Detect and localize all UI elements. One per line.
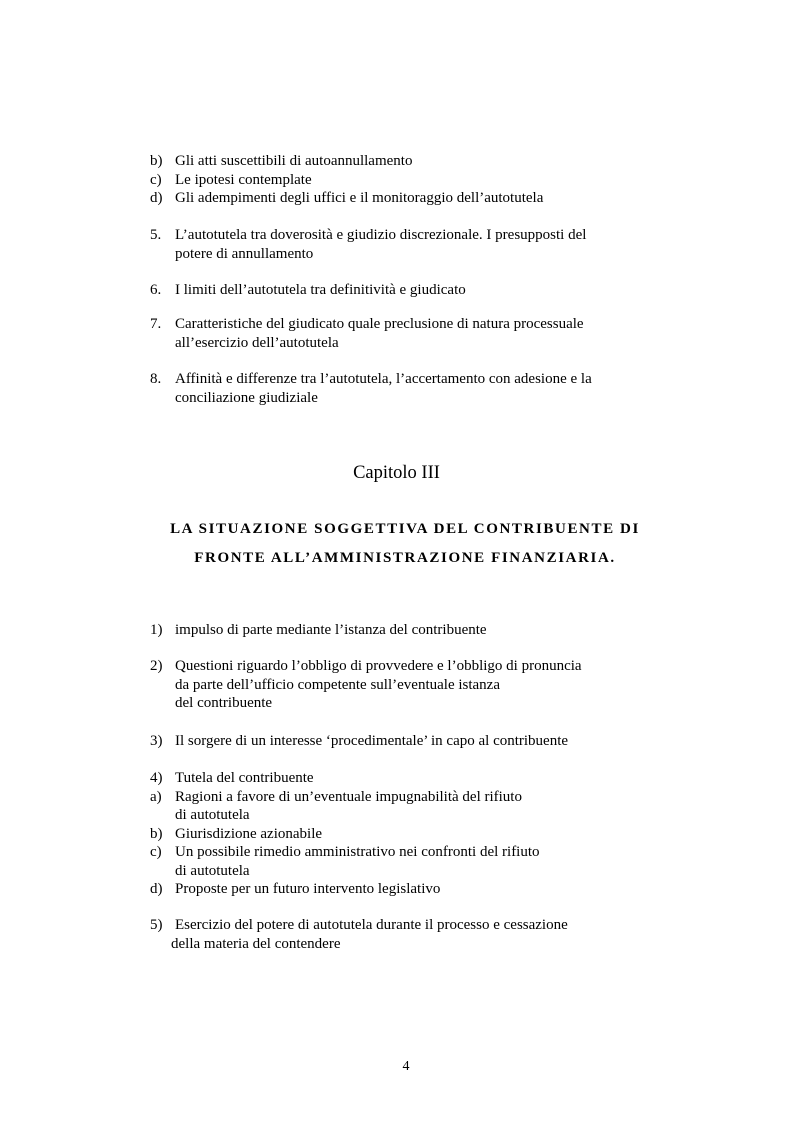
- toc-item-4d: [150, 880, 650, 899]
- page-number: 4: [402, 1059, 410, 1074]
- toc-item-7: [150, 315, 650, 352]
- toc-marker: 1): [150, 622, 163, 638]
- toc-item-4b: [150, 825, 650, 844]
- toc-item-5: [150, 226, 650, 263]
- toc-marker: 3): [150, 733, 163, 749]
- toc-item-d: [150, 189, 650, 208]
- toc-text-continued: della materia del contendere: [171, 935, 341, 952]
- toc-item-3: [150, 732, 650, 751]
- toc-text-continued: all’esercizio dell’autotutela: [175, 334, 339, 351]
- toc-text: Questioni riguardo l’obbligo di provvedere e l’obbligo di pronuncia: [175, 658, 582, 674]
- toc-item-4c: [150, 843, 650, 880]
- toc-text-continued: potere di annullamento: [175, 245, 314, 262]
- toc-text-continued: conciliazione giudiziale: [175, 389, 318, 406]
- toc-text: impulso di parte mediante l’istanza del contribuente: [175, 622, 487, 638]
- toc-marker: d): [150, 190, 163, 206]
- toc-text: Giurisdizione azionabile: [175, 825, 323, 842]
- toc-text: Un possibile rimedio amministrativo nei confronti del rifiuto: [175, 844, 540, 860]
- toc-marker: 4): [150, 770, 163, 786]
- toc-item-4a: [150, 788, 650, 825]
- toc-text: Affinità e differenze tra l’autotutela, l’accertamento con adesione e la: [175, 371, 592, 387]
- toc-marker: 7.: [150, 316, 162, 332]
- toc-item-b: [150, 152, 650, 171]
- toc-text: L’autotutela tra doverosità e giudizio discrezionale. I presupposti del: [175, 227, 587, 243]
- toc-item-c: [150, 171, 650, 190]
- toc-marker: 8.: [150, 371, 162, 387]
- toc-item-1: [150, 621, 650, 640]
- toc-marker: a): [150, 788, 162, 805]
- toc-marker: 2): [150, 658, 163, 674]
- toc-text-continued: di autotutela: [175, 862, 250, 879]
- toc-marker: d): [150, 881, 163, 897]
- toc-text: Esercizio del potere di autotutela durante il processo e cessazione: [175, 917, 568, 933]
- chapter-title-line-1: LA SITUAZIONE SOGGETTIVA DEL CONTRIBUENTE DI: [170, 521, 640, 537]
- toc-item-4: [150, 769, 650, 788]
- toc-text: Gli adempimenti degli uffici e il monitoraggio dell’autotutela: [175, 190, 544, 206]
- toc-text: Ragioni a favore di un’eventuale impugnabilità del rifiuto: [175, 788, 522, 805]
- toc-text: Tutela del contribuente: [175, 770, 314, 786]
- toc-marker: 5.: [150, 227, 162, 243]
- toc-text: I limiti dell’autotutela tra definitività e giudicato: [175, 282, 466, 298]
- toc-marker: c): [150, 844, 162, 860]
- toc-marker: c): [150, 171, 162, 188]
- toc-item-2: [150, 657, 650, 713]
- chapter-title-line-2: FRONTE ALL’AMMINISTRAZIONE FINANZIARIA.: [194, 550, 616, 566]
- toc-text: Gli atti suscettibili di autoannullamento: [175, 153, 413, 169]
- toc-text-continued: da parte dell’ufficio competente sull’eventuale istanza: [175, 676, 500, 693]
- toc-text: Le ipotesi contemplate: [175, 171, 312, 188]
- toc-item-6: [150, 281, 650, 300]
- toc-item-8: [150, 370, 650, 407]
- toc-marker: b): [150, 153, 163, 169]
- toc-text: Proposte per un futuro intervento legislativo: [175, 881, 441, 897]
- toc-text: Caratteristiche del giudicato quale preclusione di natura processuale: [175, 316, 584, 332]
- toc-text-continued: di autotutela: [175, 807, 250, 823]
- toc-item-5-bottom: [150, 916, 650, 953]
- toc-text-continued: del contribuente: [175, 695, 273, 711]
- toc-marker: 6.: [150, 282, 162, 298]
- chapter-label: Capitolo III: [353, 463, 440, 483]
- toc-marker: b): [150, 825, 163, 842]
- toc-marker: 5): [150, 917, 163, 933]
- toc-text: Il sorgere di un interesse ‘procedimentale’ in capo al contribuente: [175, 733, 569, 749]
